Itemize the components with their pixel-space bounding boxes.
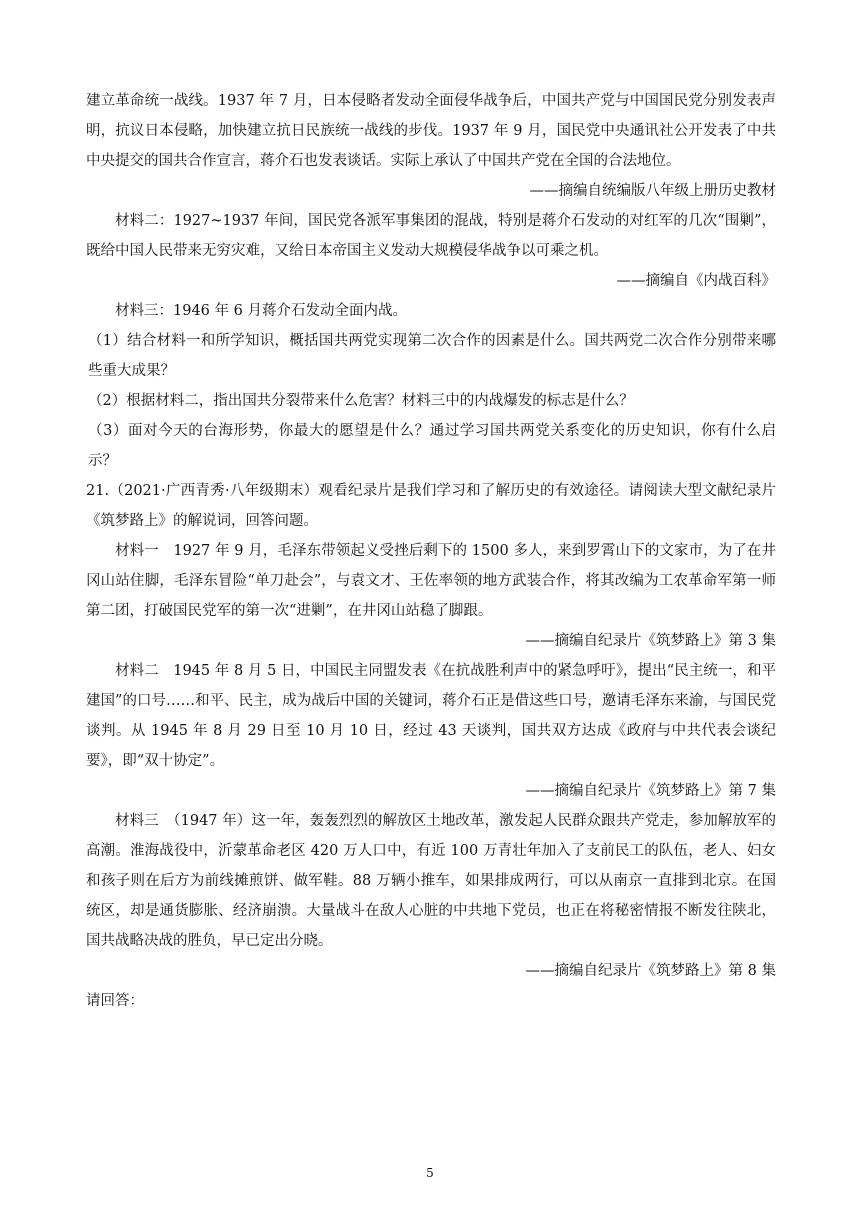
- paragraph-material-three: 材料三：1946 年 6 月蒋介石发动全面内战。: [115, 303, 407, 319]
- paragraph-material-one-tail: 建立革命统一战线。1937 年 7 月，日本侵略者发动全面侵华战争后，中国共产党与中国国民党分别发表声明，抗议日本侵略，加快建立抗日民族统一战线的步伐。1937 年 9 月，国民党中央通讯社公开发表了中共中央提交的国共合作宣言，蒋介石也发表谈话。实际上承认了中国共产党在全国的合法地位。: [86, 93, 776, 169]
- question-3: （3）面对今天的台海形势，你最大的愿望是什么？通过学习国共两党关系变化的历史知识，你有什么启示？: [88, 423, 776, 469]
- paragraph-material-two: 材料二 1945 年 8 月 5 日，中国民主同盟发表《在抗战胜利声中的紧急呼吁》，提出“民主统一，和平建国”的口号……和平、民主，成为战后中国的关键词，蒋介石正是借这些口号，邀请毛泽东来渝，与国民党谈判。从 1945 年 8 月 29 日至 10 月 10 日，经过 43 天谈判，国共双方达成《政府与中共代表会谈纪要》，即“双十协定”。: [86, 663, 776, 769]
- source-citation: ——摘编自纪录片《筑梦路上》第 7 集: [525, 783, 776, 799]
- paragraph-material-two: 材料二：1927~1937 年间，国民党各派军事集团的混战，特别是蒋介石发动的对红军的几次“围剿”，既给中国人民带来无穷灾难，又给日本帝国主义发动大规模侵华战争以可乘之机。: [86, 213, 776, 259]
- question-2: （2）根据材料二，指出国共分裂带来什么危害？材料三中的内战爆发的标志是什么？: [88, 393, 634, 409]
- page-content: [86, 86, 776, 1016]
- source-citation: ——摘编自《内战百科》: [616, 273, 776, 289]
- source-citation: ——摘编自统编版八年级上册历史教材: [529, 183, 776, 199]
- question-21-stem: 21.（2021·广西青秀·八年级期末）观看纪录片是我们学习和了解历史的有效途径。请阅读大型文献纪录片《筑梦路上》的解说词，回答问题。: [86, 483, 776, 529]
- source-citation: ——摘编自纪录片《筑梦路上》第 8 集: [525, 963, 776, 979]
- question-1: （1）结合材料一和所学知识，概括国共两党实现第二次合作的因素是什么。国共两党二次合作分别带来哪些重大成果？: [88, 333, 776, 379]
- page-number: 5: [426, 1166, 434, 1180]
- paragraph-material-one: 材料一 1927 年 9 月，毛泽东带领起义受挫后剩下的 1500 多人，来到罗霄山下的文家市，为了在井冈山站住脚，毛泽东冒险“单刀赴会”，与袁文才、王佐率领的地方武装合作，将其改编为工农革命军第一师第二团，打破国民党军的第一次“进剿”，在井冈山站稳了脚跟。: [86, 543, 776, 619]
- source-citation: ——摘编自纪录片《筑梦路上》第 3 集: [525, 633, 776, 649]
- answer-prompt: 请回答：: [86, 993, 144, 1009]
- paragraph-material-three: 材料三 （1947 年）这一年，轰轰烈烈的解放区土地改革，激发起人民群众跟共产党走，参加解放军的高潮。淮海战役中，沂蒙革命老区 420 万人口中，有近 100 万青壮年加入了支前民工的队伍，老人、妇女和孩子则在后方为前线摊煎饼、做军鞋。88 万辆小推车，如果排成两行，可以从南京一直排到北京。在国统区，却是通货膨胀、经济崩溃。大量战斗在敌人心脏的中共地下党员，也正在将秘密情报不断发往陕北，国共战略决战的胜负，早已定出分晓。: [86, 813, 776, 949]
